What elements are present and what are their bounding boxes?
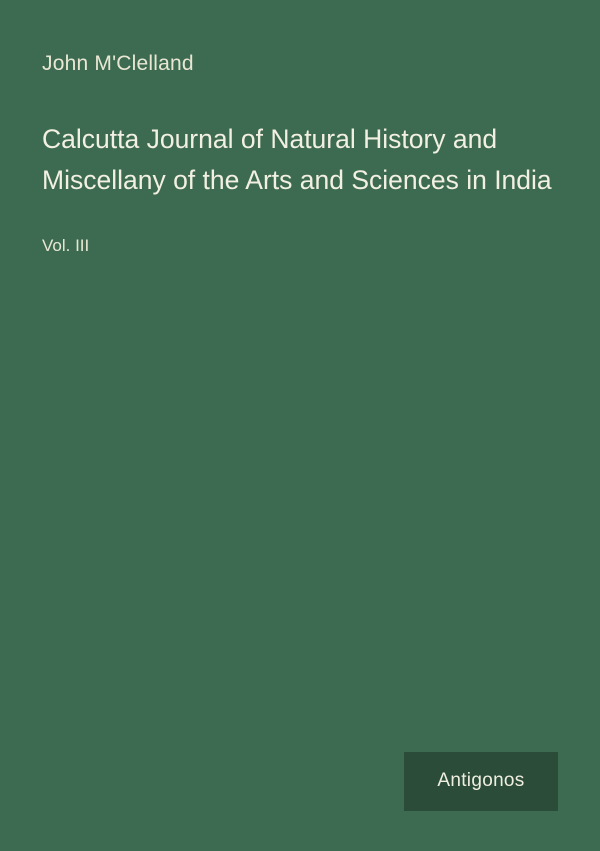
book-title: Calcutta Journal of Natural History and Miscellany of the Arts and Sciences in India xyxy=(42,124,552,195)
author-name: John M'Clelland xyxy=(42,52,194,75)
volume-subtitle: Vol. III xyxy=(42,236,90,256)
publisher-badge: Antigonos xyxy=(404,752,558,811)
